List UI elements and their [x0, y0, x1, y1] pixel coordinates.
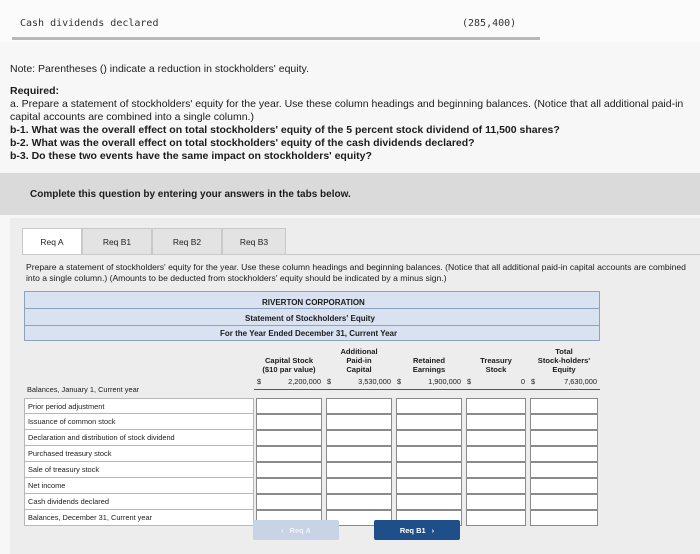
band-text: Complete this question by entering your answers in the tabs below.	[30, 189, 351, 200]
amount-input[interactable]	[530, 430, 598, 446]
amount-input[interactable]	[396, 414, 462, 430]
amount-input[interactable]	[256, 494, 322, 510]
col-total-line1: Total	[555, 347, 573, 356]
amount-input[interactable]	[326, 462, 392, 478]
row-label-purchased-treasury: Purchased treasury stock	[24, 446, 254, 462]
row-label-issuance: Issuance of common stock	[24, 414, 254, 430]
required-section	[10, 85, 690, 163]
col-treasury-stock	[464, 341, 528, 374]
cash-dividends-value: (285,400)	[462, 18, 517, 29]
col-treasury-line2: Stock	[485, 365, 507, 374]
statement-title: Statement of Stockholders' Equity	[245, 314, 375, 323]
amount-input[interactable]	[256, 446, 322, 462]
amount-input[interactable]	[530, 414, 598, 430]
opening-total-value: 7,630,000	[564, 377, 597, 386]
top-strip	[0, 0, 700, 42]
amount-input[interactable]	[256, 398, 322, 414]
required-b2: b-2. What was the overall effect on total stockholders' equity of the cash dividends declared?	[10, 137, 475, 149]
col-apic-line2: Paid-in	[346, 356, 372, 365]
amount-input[interactable]	[466, 414, 526, 430]
amount-input[interactable]	[530, 398, 598, 414]
dollar-sign: $	[531, 377, 536, 386]
required-a: a. Prepare a statement of stockholders' equity for the year. Use these column headings and beginning balances. (Notice that all additional paid-in capital accounts are combined into a single column.)	[10, 98, 684, 123]
row-label-stock-dividend: Declaration and distribution of stock dividend	[24, 430, 254, 446]
amount-input[interactable]	[530, 494, 598, 510]
col-capital-stock-line1: Capital Stock	[264, 356, 314, 365]
amount-input[interactable]	[396, 462, 462, 478]
required-b1: b-1. What was the overall effect on total stockholders' equity of the 5 percent stock dividend of 11,500 shares?	[10, 124, 560, 136]
amount-input[interactable]	[396, 430, 462, 446]
amount-input[interactable]	[326, 398, 392, 414]
next-button-label: Req B1	[399, 525, 426, 535]
tab-divider	[22, 254, 700, 255]
instructions-text: Prepare a statement of stockholders' equity for the year. Use these column headings and beginning balances. (Notice that all additional paid-in capital accounts are combined into a single column.) (Amounts to be deducted from stockholders' equity should be indicated by a minus sign.)	[26, 262, 686, 283]
tab-req-b1[interactable]: Req B1	[82, 228, 152, 254]
amount-input[interactable]	[466, 478, 526, 494]
amount-input[interactable]	[396, 446, 462, 462]
dollar-sign: $	[327, 377, 332, 386]
opening-capital-stock-value: 2,200,000	[288, 377, 321, 386]
row-label-sale-treasury: Sale of treasury stock	[24, 462, 254, 478]
amount-input[interactable]	[466, 446, 526, 462]
col-retained-line2: Earnings	[412, 365, 446, 374]
opening-retained	[394, 374, 464, 390]
amount-input[interactable]	[256, 462, 322, 478]
col-apic-line3: Capital	[346, 365, 372, 374]
row-label-closing: Balances, December 31, Current year	[24, 510, 254, 526]
row-label-cash-dividends: Cash dividends declared	[24, 494, 254, 510]
amount-input[interactable]	[326, 414, 392, 430]
col-capital-stock-line2: ($10 par value)	[262, 365, 316, 374]
amount-input[interactable]	[466, 510, 526, 526]
col-treasury-line1: Treasury	[480, 356, 512, 365]
amount-input[interactable]	[396, 478, 462, 494]
row-label-opening: Balances, January 1, Current year	[27, 384, 140, 394]
top-rule	[12, 37, 540, 40]
col-apic-line1: Additional	[340, 347, 378, 356]
dollar-sign: $	[257, 377, 262, 386]
col-retained-line1: Retained	[412, 356, 446, 365]
prev-button-label: Req A	[289, 525, 311, 535]
col-total-line3: Equity	[552, 365, 576, 374]
opening-retained-value: 1,900,000	[428, 377, 461, 386]
company-name: RIVERTON CORPORATION	[262, 298, 365, 307]
amount-input[interactable]	[530, 510, 598, 526]
statement-period: For the Year Ended December 31, Current Year	[220, 329, 398, 338]
col-total-line2: Stock-holders'	[537, 356, 591, 365]
next-req-b1-button[interactable]	[374, 520, 460, 540]
col-total-equity	[528, 341, 600, 374]
chevron-left-icon: ‹	[281, 525, 284, 535]
required-heading: Required:	[10, 85, 60, 97]
tab-bar	[22, 228, 286, 254]
amount-input[interactable]	[326, 494, 392, 510]
amount-input[interactable]	[396, 494, 462, 510]
dollar-sign: $	[467, 377, 472, 386]
amount-input[interactable]	[326, 446, 392, 462]
tab-req-b3[interactable]: Req B3	[222, 228, 286, 254]
amount-input[interactable]	[466, 430, 526, 446]
amount-input[interactable]	[256, 478, 322, 494]
instruction-band	[0, 173, 700, 215]
amount-input[interactable]	[466, 462, 526, 478]
note-text: Note: Parentheses () indicate a reduction in stockholders' equity.	[10, 63, 309, 75]
amount-input[interactable]	[466, 398, 526, 414]
tab-req-b2[interactable]: Req B2	[152, 228, 222, 254]
col-retained-earnings	[394, 341, 464, 374]
header-gridline	[25, 325, 599, 326]
opening-total	[528, 374, 600, 390]
amount-input[interactable]	[530, 478, 598, 494]
chevron-right-icon: ›	[431, 525, 435, 535]
amount-input[interactable]	[326, 430, 392, 446]
amount-input[interactable]	[530, 462, 598, 478]
opening-treasury-value: 0	[520, 377, 525, 386]
amount-input[interactable]	[466, 494, 526, 510]
col-capital-stock	[254, 341, 324, 374]
amount-input[interactable]	[396, 398, 462, 414]
col-apic	[324, 341, 394, 374]
opening-capital-stock	[254, 374, 324, 390]
opening-apic-value: 3,530,000	[358, 377, 391, 386]
row-label-prior-period: Prior period adjustment	[24, 398, 254, 414]
amount-input[interactable]	[530, 446, 598, 462]
amount-input[interactable]	[256, 414, 322, 430]
cash-dividends-label: Cash dividends declared	[20, 18, 159, 29]
row-label-net-income: Net income	[24, 478, 254, 494]
prev-req-a-button[interactable]	[253, 520, 339, 540]
opening-treasury	[464, 374, 528, 390]
required-b3: b-3. Do these two events have the same impact on stockholders' equity?	[10, 150, 372, 162]
amount-input[interactable]	[256, 430, 322, 446]
opening-apic	[324, 374, 394, 390]
dollar-sign: $	[397, 377, 402, 386]
tab-req-a[interactable]: Req A	[22, 228, 82, 254]
header-gridline	[25, 308, 599, 309]
amount-input[interactable]	[326, 478, 392, 494]
